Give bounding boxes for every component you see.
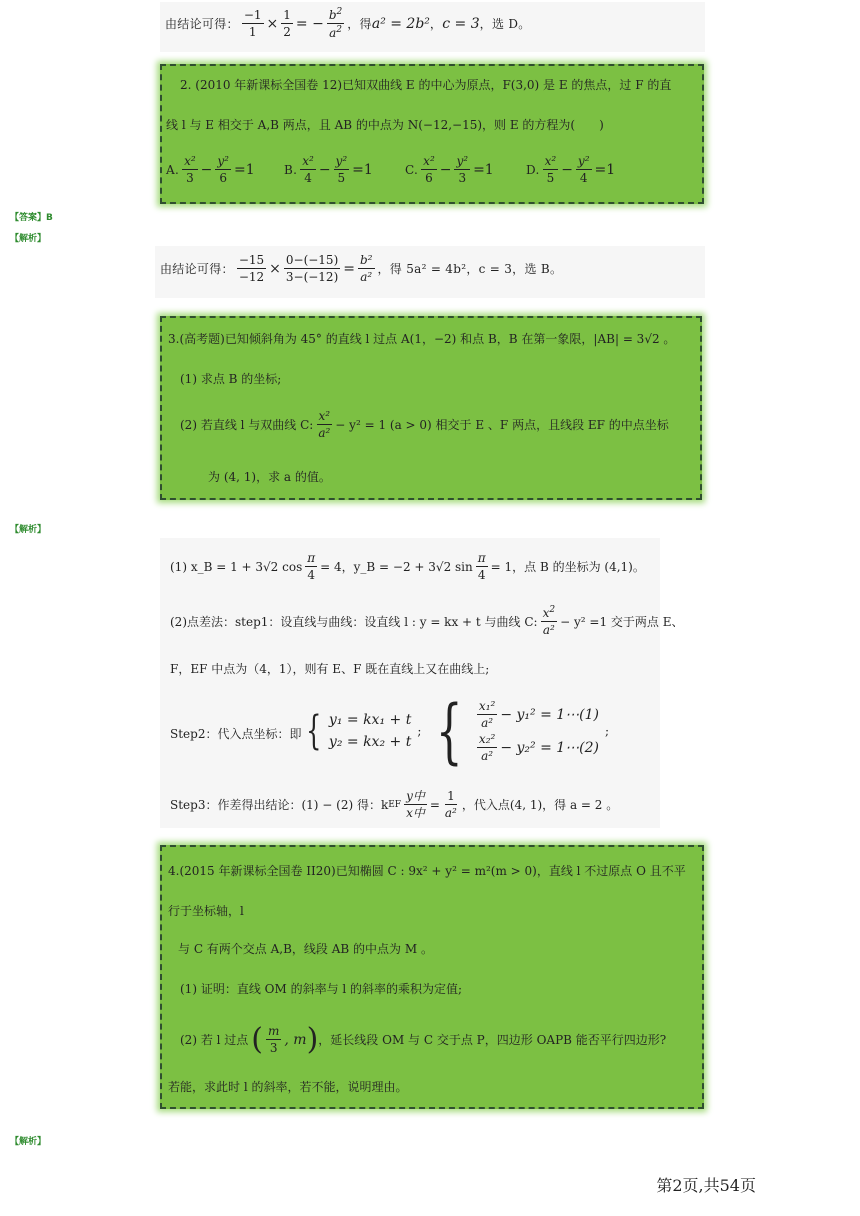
problem-3-q3: 为 (4, 1)，求 a 的值。 (208, 470, 331, 484)
problem-4-q2: (2) 若 l 过点 ( $\frac{m}{3}$ , m ) ，延长线段 OM 与 C 交于点 P，四边形 OAPB 能否平行四边形? (180, 1022, 667, 1057)
left-brace-icon: { (306, 708, 322, 754)
analysis-tag-2: 【解析】 (10, 525, 47, 535)
linear-system: y₁ = kx₁ + t y₂ = kx₂ + t (328, 712, 412, 750)
problem-2-line-1: 2. (2010 年新课标全国卷 12)已知双曲线 E 的中心为原点，F(3,0) 是 E 的焦点，过 F 的直 (180, 78, 672, 92)
problem-3-q1: (1) 求点 B 的坐标; (180, 372, 282, 386)
option-d: D. $\frac{\text{x²}}{5}$ − $\frac{\text{y²}}{4}$ =1 (526, 154, 616, 185)
problem-4-q3: 若能，求此时 l 的斜率，若不能，说明理由。 (168, 1080, 408, 1094)
option-c: C. $\frac{\text{x²}}{6}$ − $\frac{\text{y²}}{3}$ =1 (405, 154, 494, 185)
solution-line-1: 由结论可得： $\frac{-1}{1}$ × $\frac{1}{2}$ = − $\frac{b^2}{a^2}$ ，得 a² = 2b² ， c = 3 ， 选 D。 (165, 7, 531, 40)
problem-4-line-2: 行于坐标轴，l (168, 904, 244, 918)
problem-2-line-2: 线 l 与 E 相交于 A,B 两点，且 AB 的中点为 N(−12,−15)，则 E 的方程为( ) (166, 118, 604, 132)
problem-2-options (166, 155, 615, 184)
problem-4-line-3: 与 C 有两个交点 A,B，线段 AB 的中点为 M 。 (178, 942, 433, 956)
analysis-tag-1: 【解析】 (10, 234, 47, 244)
problem-4-line-1: 4.(2015 年新课标全国卷 II20)已知椭圆 C : 9x² + y² = m²(m > 0)，直线 l 不过原点 O 且不平 (168, 864, 686, 878)
problem-3-q2: (2) 若直线 l 与双曲线 C: $\frac{\text{x²}}{\text{a²}}$ − y² = 1 (a > 0) 相交于 E 、F 两点，且线段 EF 的中点坐标 (180, 409, 669, 440)
option-a: A. $\frac{\text{x²}}{3}$ − $\frac{\text{y²}}{6}$ =1 (166, 154, 255, 185)
solution-3-step-1: (1) x_B = 1 + 3√2 cos $\frac{\pi}{4}$ = 4，y_B = −2 + 3√2 sin $\frac{\pi}{4}$ = 1，点 B 的坐标为 (4,1)。 (170, 551, 645, 582)
solution-3-step-2: (2)点差法：step1：设直线与曲线：设直线 l : y = kx + t 与曲线 C: $\frac{x^2}{\text{a²}}$ − y² =1 交于两点 E、 (170, 605, 684, 637)
solution-3-step-4: Step2：代入点坐标：即 { y₁ = kx₁ + t y₂ = kx₂ + t ; { $\frac{\text{x₁²}}{\text{a²}}$ − y₁² = 1⋯(1) $\frac{\text{x₂²}}{\text{a²}}$ − y₂² = 1⋯(2) ; (170, 690, 610, 772)
solution-3-step-5: Step3：作差得出结论：(1) − (2) 得：k EF $\frac{\text{y中}}{\text{x中}}$ = $\frac{1}{\text{a²}}$ ，代入点(4, 1)，得 a = 2 。 (170, 789, 619, 820)
problem-4-q1: (1) 证明：直线 OM 的斜率与 l 的斜率的乘积为定值; (180, 982, 463, 996)
problem-3-line-1: 3.(高考题)已知倾斜角为 45° 的直线 l 过点 A(1，−2) 和点 B，B 在第一象限，|AB| = 3√2 。 (168, 332, 676, 346)
page-footer: 第2页,共54页 (656, 1176, 756, 1195)
problem-4-box (160, 845, 704, 1109)
answer-tag: 【答案】B (10, 213, 53, 223)
solution-3-step-3: F，EF 中点为（4，1），则有 E、F 既在直线上又在曲线上; (170, 662, 490, 676)
option-b: B. $\frac{\text{x²}}{4}$ − $\frac{\text{y²}}{5}$ =1 (284, 154, 373, 185)
solution-background-3 (160, 538, 660, 828)
analysis-tag-3: 【解析】 (10, 1137, 47, 1147)
solution-line-2: 由结论可得： $\frac{-15}{-12}$ × $\frac{0-(-15)}{3-(-12)}$ = $\frac{\text{b²}}{\text{a²}}$ ，得 5a² = 4b²，c = 3，选 B。 (160, 253, 563, 284)
hyperbola-system: $\frac{\text{x₁²}}{\text{a²}}$ − y₁² = 1⋯(1) $\frac{\text{x₂²}}{\text{a²}}$ − y₂² = 1⋯(2) (478, 699, 599, 763)
left-brace-icon: { (436, 690, 464, 772)
